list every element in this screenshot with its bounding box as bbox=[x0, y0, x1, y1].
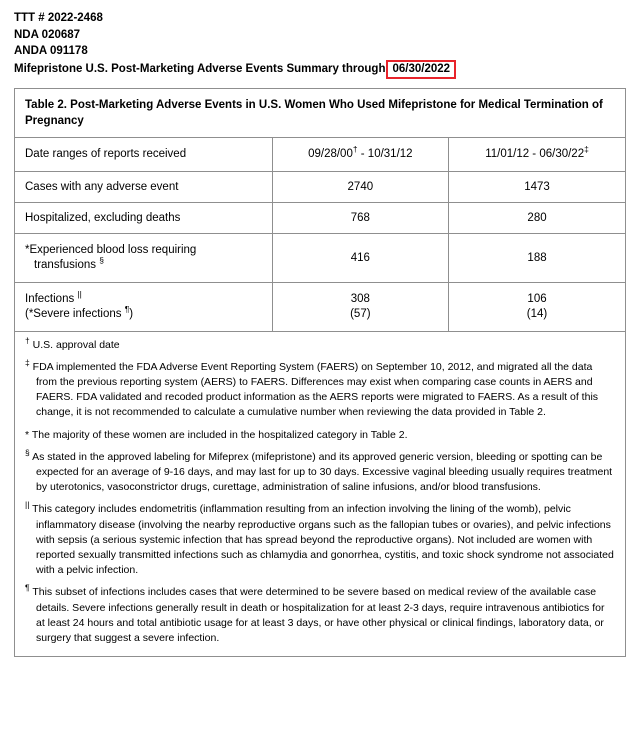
footnote-marker: ‡ bbox=[25, 357, 30, 368]
severe-infections-line-2: (*Severe infections bbox=[25, 307, 125, 320]
footnote-item bbox=[25, 428, 615, 443]
document-header bbox=[14, 10, 626, 79]
cell-any-adverse-event-period-1: 2740 bbox=[272, 171, 448, 202]
footnote-marker: || bbox=[25, 499, 30, 510]
cell-infections-period-2 bbox=[449, 282, 625, 331]
table-row bbox=[15, 171, 625, 202]
adverse-events-table bbox=[15, 138, 625, 331]
cell-infections-period-1 bbox=[272, 282, 448, 331]
row-label-infections bbox=[15, 282, 272, 331]
table-caption: Table 2. Post-Marketing Adverse Events in U.S. Women Who Used Mifepristone for Medical Termination of Pregnancy bbox=[15, 89, 625, 138]
footnote-marker: † bbox=[25, 335, 30, 345]
table-row bbox=[15, 282, 625, 331]
header-nda-number: NDA 020687 bbox=[14, 28, 81, 41]
blood-loss-line-2: transfusions bbox=[34, 258, 100, 271]
severe-infections-period-2-value: (14) bbox=[526, 307, 548, 320]
header-ttt-number: TTT # 2022-2468 bbox=[14, 12, 103, 24]
footnote-text: FDA implemented the FDA Adverse Event Reporting System (FAERS) on September 10, 2012, and migrated all the data from the previous reporting system (AERS) to FAERS. Differences may exist when comparing case counts in AERS and FAERS. FDA validated and recoded product information as the AERS reports were migrated to FAERS. As a result of this change, it is not recommended to calculate a cumulative number when reviewing the data provided in Table 2. bbox=[32, 360, 599, 419]
period-2-range: 11/01/12 - 06/30/22 bbox=[485, 148, 585, 160]
footnote-marker: § bbox=[25, 447, 30, 458]
footnotes-section bbox=[15, 331, 625, 657]
severe-infections-pilcrow: ¶ bbox=[124, 303, 130, 314]
severe-infections-close-paren: ) bbox=[129, 307, 134, 320]
blood-loss-line-1: *Experienced blood loss requiring bbox=[25, 243, 197, 256]
period-1-end: - 10/31/12 bbox=[357, 148, 413, 160]
footnote-marker: * bbox=[25, 428, 30, 441]
blood-loss-section-mark: § bbox=[99, 254, 104, 265]
table-row bbox=[15, 202, 625, 233]
infections-period-2-value: 106 bbox=[527, 292, 547, 305]
row-label-blood-loss-transfusions bbox=[15, 233, 272, 282]
column-header-period-2 bbox=[449, 138, 625, 172]
infections-parallel-mark: || bbox=[77, 288, 82, 299]
header-anda-number: ANDA 091178 bbox=[14, 45, 88, 57]
table-header-row bbox=[15, 138, 625, 172]
period-1-start: 09/28/00 bbox=[308, 148, 353, 160]
period-1-dagger: † bbox=[352, 144, 358, 155]
footnote-item bbox=[25, 499, 615, 578]
infections-line-1: Infections bbox=[25, 292, 78, 305]
footnote-item bbox=[25, 357, 615, 421]
table-row bbox=[15, 233, 625, 282]
cell-any-adverse-event-period-2: 1473 bbox=[449, 171, 625, 202]
header-summary-line bbox=[14, 60, 626, 79]
highlighted-date: 06/30/2022 bbox=[386, 60, 456, 79]
row-header-text: Date ranges of reports received bbox=[25, 147, 187, 160]
footnote-item bbox=[25, 582, 615, 646]
cell-transfusions-period-1: 416 bbox=[272, 233, 448, 282]
footnote-text: This subset of infections includes cases that were determined to be severe based on medical review of the available case details. Severe infections generally result in death or hospitalization for at least 2-3 days, require intravenous antibiotics for at least 24 hours and total antibiotic usage for at least 3 days, or have other physical or clinical findings, laboratory data, or surgery that suggest a severe infection. bbox=[32, 586, 605, 644]
footnote-text: As stated in the approved labeling for Mifeprex (mifepristone) and its approved generic version, bleeding or spotting can be expected for an average of 9-16 days, and may last for up to 30 days. Excessive vaginal bleeding usually requires treatment by uterotonics, vasoconstrictor drugs, curettage, administration of saline infusions, and/or blood transfusions. bbox=[32, 450, 613, 494]
infections-period-1-value: 308 bbox=[350, 292, 370, 305]
cell-transfusions-period-2: 188 bbox=[449, 233, 625, 282]
footnote-item bbox=[25, 447, 615, 496]
footnote-text: U.S. approval date bbox=[32, 338, 120, 351]
column-header-period-1 bbox=[272, 138, 448, 172]
severe-infections-period-1-value: (57) bbox=[350, 307, 371, 320]
cell-hospitalized-period-1: 768 bbox=[272, 202, 448, 233]
row-label-any-adverse-event: Cases with any adverse event bbox=[15, 171, 272, 202]
row-label-hospitalized: Hospitalized, excluding deaths bbox=[15, 202, 272, 233]
table-2-container bbox=[14, 88, 626, 658]
column-header-row-label bbox=[15, 138, 272, 172]
footnote-marker: ¶ bbox=[25, 582, 30, 593]
footnote-item bbox=[25, 335, 615, 353]
header-summary-text: Mifepristone U.S. Post-Marketing Adverse Events Summary through bbox=[14, 62, 386, 75]
footnote-text: This category includes endometritis (inflammation resulting from an infection involving the lining of the womb), pelvic inflammatory disease (involving the nearby reproductive organs such as the fallopian tubes or ovaries), and pelvic infections with sepsis (a serious systemic infection that has spread beyond the reproductive organs). Not included are women with reported sexually transmitted infections such as chlamydia and gonorrhea, cystitis, and toxic shock syndrome not associated with a pelvic infection. bbox=[32, 503, 614, 577]
cell-hospitalized-period-2: 280 bbox=[449, 202, 625, 233]
period-2-double-dagger: ‡ bbox=[584, 144, 589, 155]
footnote-text: The majority of these women are included in the hospitalized category in Table 2. bbox=[31, 428, 408, 441]
